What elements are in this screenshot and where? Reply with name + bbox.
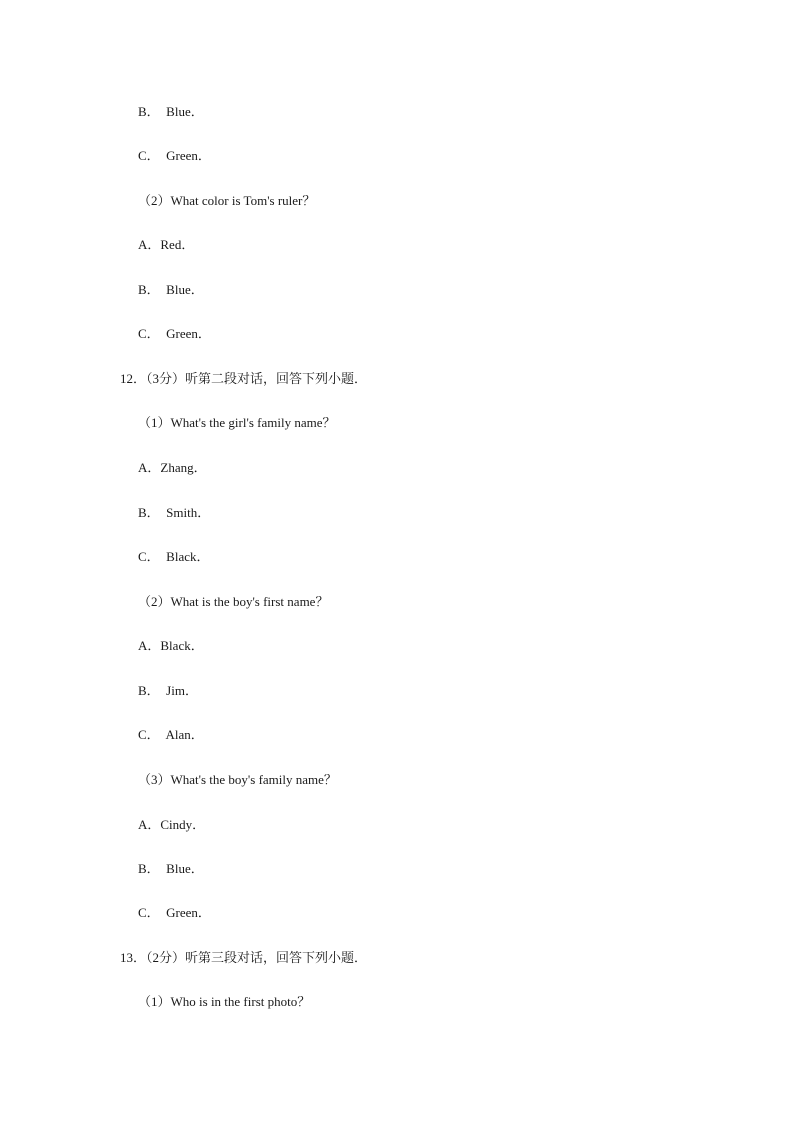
option-c: C． Black． — [138, 549, 210, 564]
option-c: C． Green． — [138, 905, 211, 920]
sub-question: （3）What's the boy's family name？ — [138, 772, 337, 787]
option-c: C． Green． — [138, 148, 211, 163]
option-b: B． Jim． — [138, 683, 198, 698]
option-a: A．Black． — [138, 638, 204, 653]
option-b: B． Blue． — [138, 282, 204, 297]
option-a: A．Cindy． — [138, 817, 206, 832]
sub-question: （2）What is the boy's first name？ — [138, 594, 329, 609]
option-b: B． Blue． — [138, 104, 204, 119]
sub-question: （1）Who is in the first photo？ — [138, 994, 311, 1009]
option-b: B． Blue． — [138, 861, 204, 876]
option-a: A．Zhang． — [138, 460, 207, 475]
sub-question: （1）What's the girl's family name？ — [138, 415, 336, 430]
option-b: B． Smith． — [138, 505, 211, 520]
option-a: A．Red． — [138, 237, 195, 252]
question-heading: 12．（3分）听第二段对话，回答下列小题． — [120, 371, 368, 386]
sub-question: （2）What color is Tom's ruler？ — [138, 193, 316, 208]
option-c: C． Alan． — [138, 727, 204, 742]
question-heading: 13．（2分）听第三段对话，回答下列小题． — [120, 950, 368, 965]
option-c: C． Green． — [138, 326, 211, 341]
